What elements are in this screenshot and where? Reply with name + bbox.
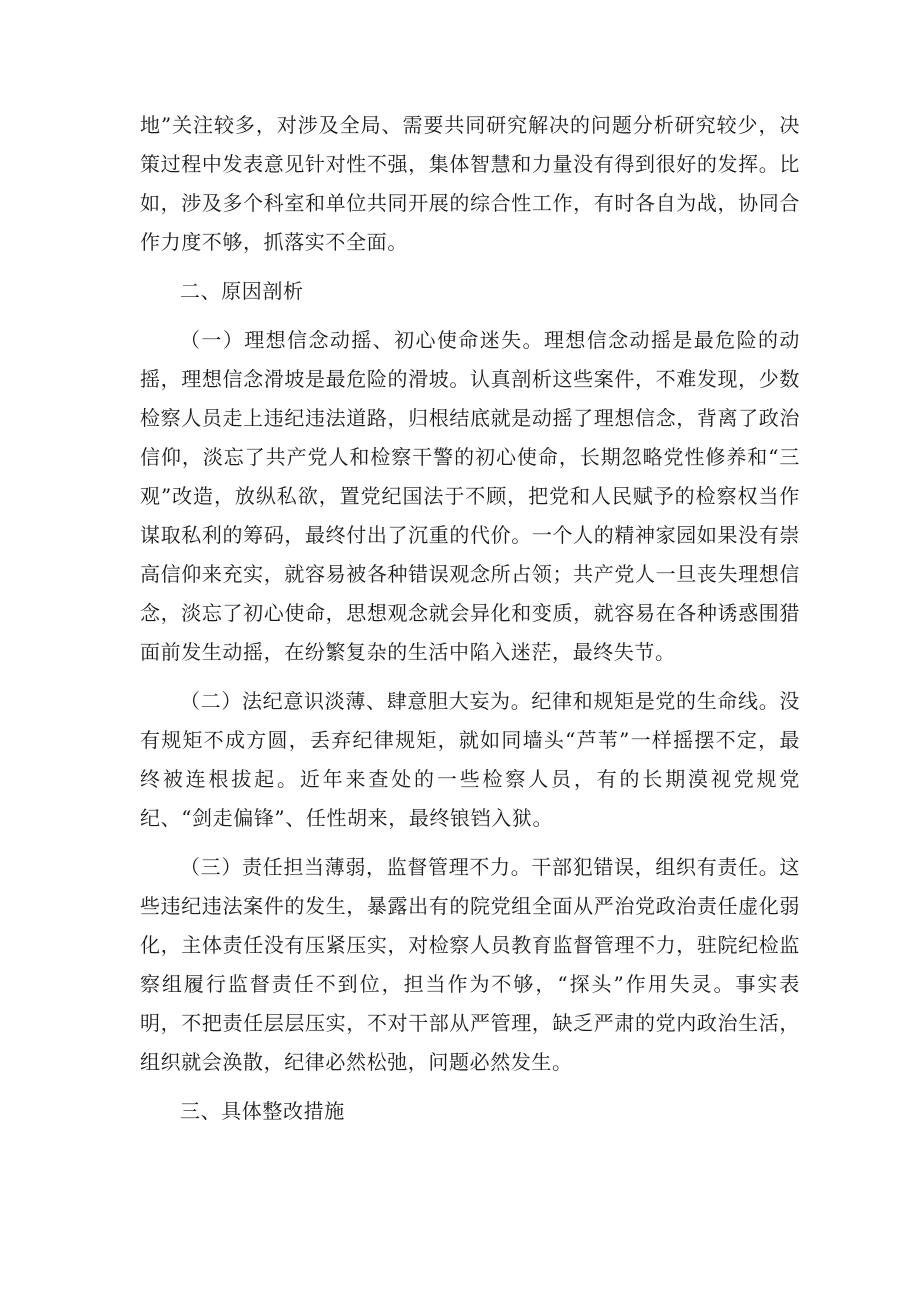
paragraph-ideals-belief: （一）理想信念动摇、初心使命迷失。理想信念动摇是最危险的动摇，理想信念滑坡是最危险的滑坡。认真剖析这些案件，不难发现，少数检察人员走上违纪违法道路，归根结底就是动摇了理想信念，背离了政治信仰，淡忘了共产党人和检察干警的初心使命，长期忽略党性修养和“三观”改造，放纵私欲，置党纪国法于不顾，把党和人民赋予的检察权当作谋取私利的筹码，最终付出了沉重的代价。一个人的精神家园如果没有崇高信仰来充实，就容易被各种错误观念所占领；共产党人一旦丧失理想信念，淡忘了初心使命，思想观念就会异化和变质，就容易在各种诱惑围猎面前发生动摇，在纷繁复杂的生活中陷入迷茫，最终失节。: [140, 328, 800, 664]
paragraph-continued: 地”关注较多，对涉及全局、需要共同研究解决的问题分析研究较少，决策过程中发表意见针对性不强，集体智慧和力量没有得到很好的发挥。比如，涉及多个科室和单位共同开展的综合性工作，有时各自为战，协同合作力度不够，抓落实不全面。: [140, 113, 800, 254]
paragraph-discipline-awareness: （二）法纪意识淡薄、肆意胆大妄为。纪律和规矩是党的生命线。没有规矩不成方圆，丢弃纪律规矩，就如同墙头“芦苇”一样摇摆不定，最终被连根拔起。近年来查处的一些检察人员，有的长期漠视党规党纪、“剑走偏锋”、任性胡来，最终锒铛入狱。: [140, 689, 800, 830]
paragraph-responsibility: （三）责任担当薄弱，监督管理不力。干部犯错误，组织有责任。这些违纪违法案件的发生，暴露出有的院党组全面从严治党政治责任虚化弱化，主体责任没有压紧压实，对检察人员教育监督管理不力，驻院纪检监察组履行监督责任不到位，担当作为不够，“探头”作用失灵。事实表明，不把责任层层压实，不对干部从严管理，缺乏严肃的党内政治生活，组织就会涣散，纪律必然松弛，问题必然发生。: [140, 855, 800, 1074]
section-heading-rectification: 三、具体整改措施: [180, 1099, 345, 1123]
section-heading-reason-analysis: 二、原因剖析: [180, 279, 304, 303]
